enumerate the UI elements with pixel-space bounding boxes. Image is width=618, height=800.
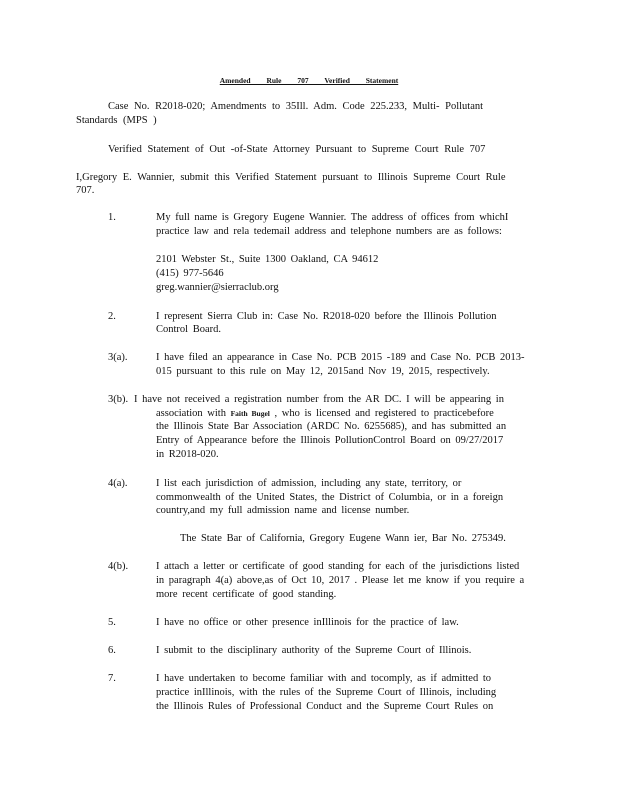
document-title: Amended Rule 707 Verified Statement [219, 76, 399, 85]
item-4b-number: 4(b). [108, 561, 129, 572]
item-3b-line-4: Entry of Appearance before the Illinois PollutionControl Board on 09/27/2017 [156, 435, 504, 446]
intro-line-2: 707. [76, 185, 95, 196]
item-2-number: 2. [108, 311, 116, 322]
item-4b-line-1: I attach a letter or certificate of good standing for each of the jurisdictions listed [156, 561, 520, 572]
item-7-line-3: the Illinois Rules of Professional Conduct and the Supreme Court Rules on [156, 701, 494, 712]
item-1-line-2: practice law and rela tedemail address and telephone numbers are as follows: [156, 226, 502, 237]
item-5-line-1: I have no office or other presence inIllinois for the practice of law. [156, 617, 459, 628]
item-4b-line-2: in paragraph 4(a) above,as of Oct 10, 2017 . Please let me know if you require a [156, 575, 525, 586]
item-3a-number: 3(a). [108, 352, 128, 363]
item-3b-line-2-pre: association with [156, 408, 231, 419]
item-4a-number: 4(a). [108, 478, 128, 489]
heading: Verified Statement of Out -of-State Attorney Pursuant to Supreme Court Rule 707 [108, 144, 486, 155]
item-1-number: 1. [108, 212, 116, 223]
address-email: greg.wannier@sierraclub.org [156, 282, 279, 293]
address-phone: (415) 977-5646 [156, 268, 224, 279]
item-1-line-1: My full name is Gregory Eugene Wannier. The address of offices from whichI [156, 212, 509, 223]
item-4b-line-3: more recent certificate of good standing. [156, 589, 337, 600]
item-4a-line-1: I list each jurisdiction of admission, including any state, territory, or [156, 478, 462, 489]
associate-name: Faith Bugel [230, 409, 270, 418]
item-6-number: 6. [108, 645, 116, 656]
item-3b-number: 3(b). [108, 394, 129, 405]
item-6-line-1: I submit to the disciplinary authority of the Supreme Court of Illinois. [156, 645, 472, 656]
item-3b-line-2-post: , who is licensed and registered to practicebefore [269, 408, 494, 419]
item-3a-line-2: 015 pursuant to this rule on May 12, 2015and Nov 19, 2015, respectively. [156, 366, 490, 377]
case-line-1: Case No. R2018-020; Amendments to 35Ill. Adm. Code 225.233, Multi- Pollutant [108, 101, 484, 112]
item-7-line-1: I have undertaken to become familiar with and tocomply, as if admitted to [156, 673, 492, 684]
item-3b-line-2 [156, 407, 544, 420]
item-4a-line-3: country,and my full admission name and license number. [156, 505, 410, 516]
intro-line-1: I,Gregory E. Wannier, submit this Verified Statement pursuant to Illinois Supreme Court Rule [76, 172, 506, 183]
item-2-line-2: Control Board. [156, 324, 221, 335]
item-3b-line-1: I have not received a registration number from the AR DC. I will be appearing in [134, 394, 504, 405]
item-2-line-1: I represent Sierra Club in: Case No. R2018-020 before the Illinois Pollution [156, 311, 497, 322]
item-4a-line-2: commonwealth of the United States, the District of Columbia, or in a foreign [156, 492, 504, 503]
item-7-number: 7. [108, 673, 116, 684]
item-5-number: 5. [108, 617, 116, 628]
case-line-2: Standards (MPS ) [76, 115, 157, 126]
item-7-line-2: practice inIllinois, with the rules of the Supreme Court of Illinois, including [156, 687, 497, 698]
item-3a-line-1: I have filed an appearance in Case No. PCB 2015 -189 and Case No. PCB 2013- [156, 352, 525, 363]
address-street: 2101 Webster St., Suite 1300 Oakland, CA 94612 [156, 254, 379, 265]
bar-admission-line: The State Bar of California, Gregory Eugene Wann ier, Bar No. 275349. [180, 533, 506, 544]
item-3b-line-5: in R2018-020. [156, 449, 219, 460]
item-3b-line-3: the Illinois State Bar Association (ARDC No. 6255685), and has submitted an [156, 421, 507, 432]
